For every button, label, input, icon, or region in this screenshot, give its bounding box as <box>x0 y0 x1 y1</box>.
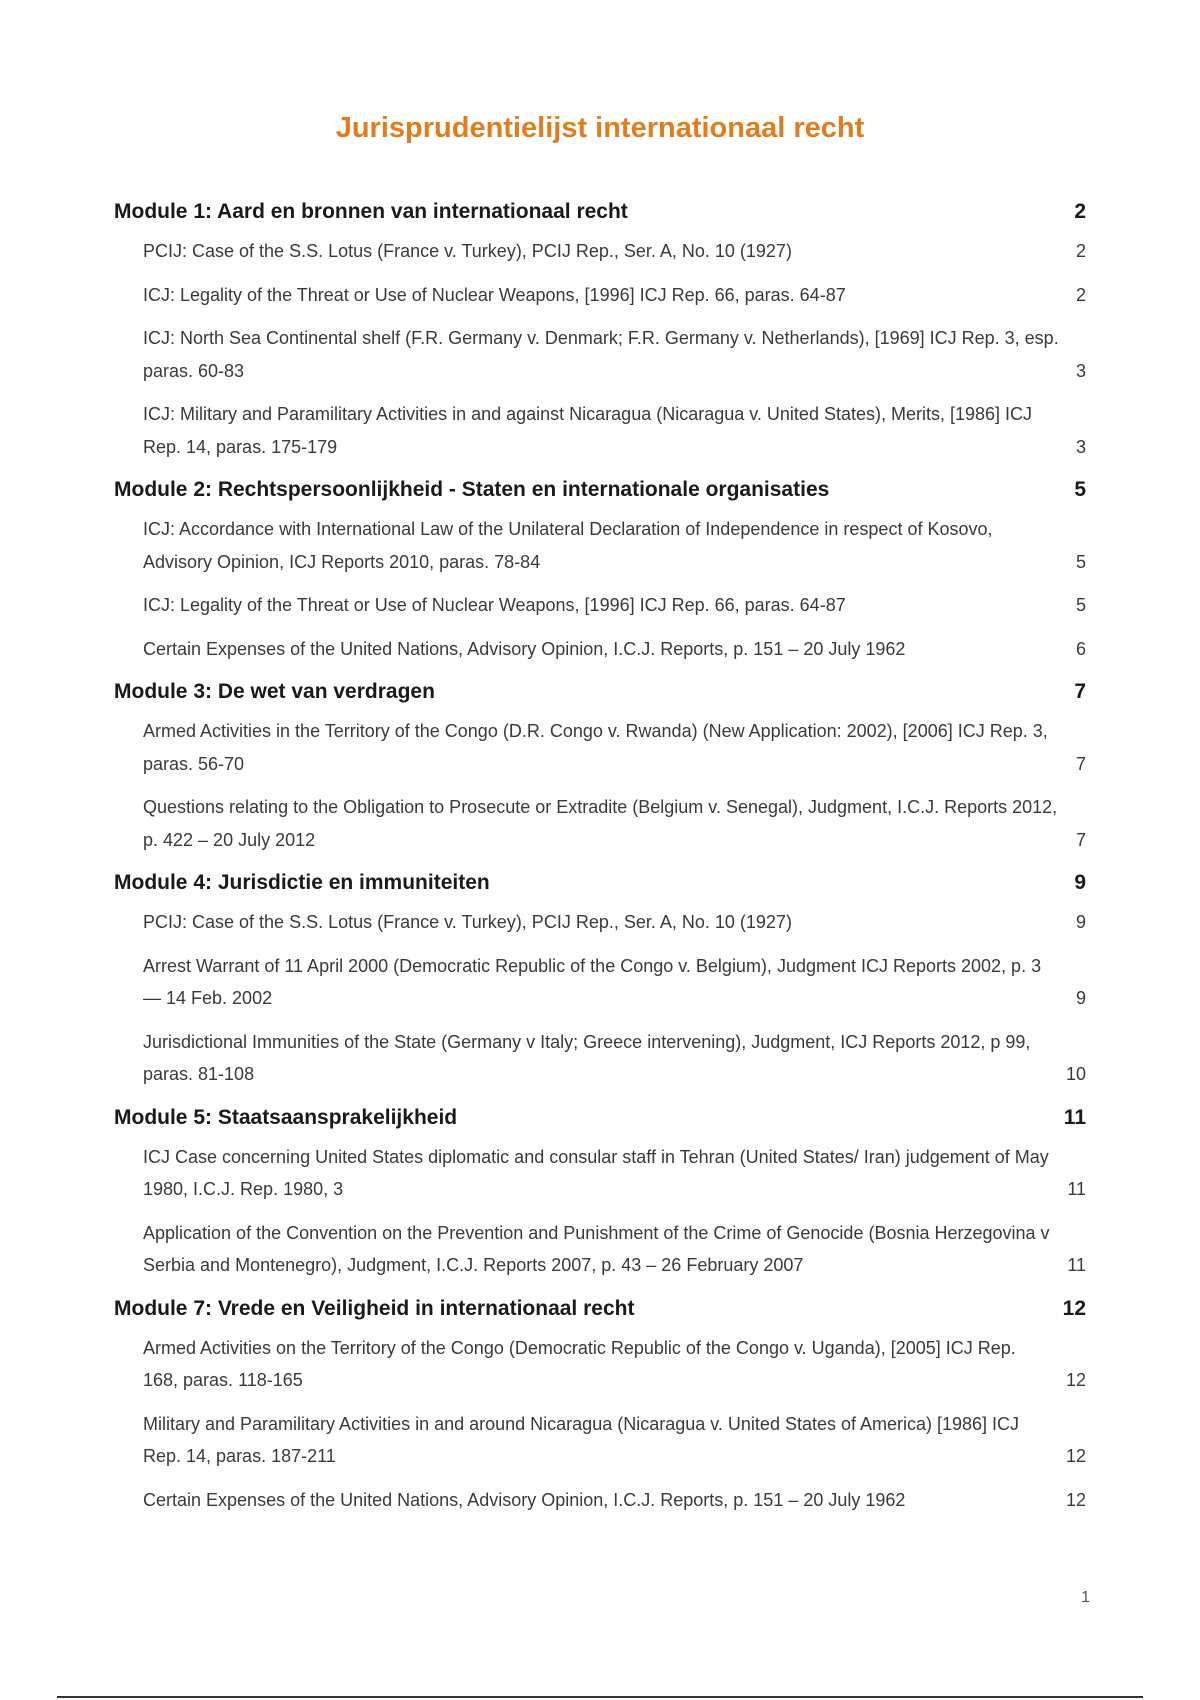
table-of-contents <box>114 196 1086 1527</box>
entry-page-number: 6 <box>1075 638 1086 659</box>
entry-text: ICJ: Legality of the Threat or Use of Nuclear Weapons, [1996] ICJ Rep. 66, paras. 64-87 <box>143 595 846 615</box>
module-page-number: 11 <box>1063 1105 1086 1129</box>
toc-entry[interactable] <box>143 322 1086 387</box>
entry-text: Arrest Warrant of 11 April 2000 (Democratic Republic of the Congo v. Belgium), Judgment ICJ Reports 2002, p. 3 — 14 Feb. 2002 <box>143 955 1042 1008</box>
toc-entry[interactable] <box>143 791 1086 856</box>
entry-page-number: 9 <box>1075 912 1086 932</box>
toc-entry[interactable] <box>143 1408 1086 1473</box>
entry-text: PCIJ: Case of the S.S. Lotus (France v. Turkey), PCIJ Rep., Ser. A, No. 10 (1927) <box>143 912 792 932</box>
entry-page-number: 7 <box>1075 829 1086 850</box>
module-page-number: 5 <box>1074 478 1086 501</box>
toc-entry[interactable] <box>143 279 1086 312</box>
entry-page-number: 12 <box>1065 1370 1086 1390</box>
entry-text: ICJ: Legality of the Threat or Use of Nuclear Weapons, [1996] ICJ Rep. 66, paras. 64-87 <box>143 284 846 305</box>
module-page-number: 12 <box>1062 1296 1086 1320</box>
entry-text: Jurisdictional Immunities of the State (Germany v Italy; Greece intervening), Judgment, ICJ Reports 2012, p 99, paras. 81-108 <box>143 1031 1031 1084</box>
toc-module-heading[interactable] <box>114 196 1086 228</box>
toc-module <box>114 676 1086 856</box>
toc-entry[interactable] <box>143 1217 1086 1282</box>
toc-entry[interactable] <box>143 715 1086 780</box>
toc-module-heading[interactable] <box>114 867 1086 899</box>
toc-module <box>114 867 1086 1091</box>
entry-text: Certain Expenses of the United Nations, Advisory Opinion, I.C.J. Reports, p. 151 – 20 July 1962 <box>143 638 906 659</box>
toc-module <box>114 474 1086 665</box>
page-number: 1 <box>1081 1589 1090 1606</box>
entry-text: PCIJ: Case of the S.S. Lotus (France v. Turkey), PCIJ Rep., Ser. A, No. 10 (1927) <box>143 241 792 261</box>
entry-text: Military and Paramilitary Activities in and around Nicaragua (Nicaragua v. United States of America) [1986] ICJ Rep. 14, paras. 187-211 <box>143 1413 1020 1466</box>
module-heading-text: Module 1: Aard en bronnen van internationaal recht <box>114 200 628 223</box>
toc-module-heading[interactable] <box>114 676 1086 708</box>
module-heading-text: Module 4: Jurisdictie en immuniteiten <box>114 871 490 894</box>
entry-page-number: 5 <box>1075 595 1086 615</box>
toc-entry[interactable] <box>143 906 1086 939</box>
toc-module-heading[interactable] <box>114 1102 1086 1134</box>
module-heading-text: Module 3: De wet van verdragen <box>114 680 435 703</box>
entry-page-number: 12 <box>1065 1489 1086 1510</box>
toc-module <box>114 196 1086 463</box>
entry-page-number: 10 <box>1065 1064 1086 1084</box>
entry-page-number: 11 <box>1067 1255 1086 1275</box>
toc-module-heading[interactable] <box>114 1293 1086 1325</box>
entry-text: ICJ: Military and Paramilitary Activities in and against Nicaragua (Nicaragua v. United States), Merits, [1986] ICJ Rep. 14, paras. 175-179 <box>143 404 1033 457</box>
toc-entry[interactable] <box>143 633 1086 666</box>
entry-page-number: 5 <box>1075 551 1086 572</box>
module-page-number: 9 <box>1074 871 1086 894</box>
entry-page-number: 11 <box>1067 1179 1086 1199</box>
toc-entry[interactable] <box>143 950 1086 1015</box>
entry-text: Armed Activities in the Territory of the Congo (D.R. Congo v. Rwanda) (New Application: 2002), [2006] ICJ Rep. 3, paras. 56-70 <box>143 721 1048 774</box>
entry-page-number: 2 <box>1075 284 1086 305</box>
module-heading-text: Module 2: Rechtspersoonlijkheid - Staten en internationale organisaties <box>114 478 830 501</box>
module-heading-text: Module 7: Vrede en Veiligheid in internationaal recht <box>114 1296 635 1320</box>
entry-text: Application of the Convention on the Prevention and Punishment of the Crime of Genocide (Bosnia Herzegovina v Serbia and Montenegro), Judgment, I.C.J. Reports 2007, p. 43 – 26 February 2007 <box>143 1222 1050 1275</box>
toc-module-heading[interactable] <box>114 474 1086 506</box>
entry-page-number: 3 <box>1075 436 1086 457</box>
toc-entry[interactable] <box>143 1332 1086 1397</box>
entry-page-number: 12 <box>1065 1446 1086 1466</box>
module-page-number: 2 <box>1074 200 1086 223</box>
toc-entry[interactable] <box>143 398 1086 463</box>
entry-page-number: 7 <box>1075 753 1086 774</box>
toc-entry[interactable] <box>143 589 1086 622</box>
toc-entry[interactable] <box>143 1484 1086 1517</box>
toc-entry[interactable] <box>143 1026 1086 1091</box>
module-heading-text: Module 5: Staatsaansprakelijkheid <box>114 1105 458 1129</box>
entry-text: ICJ Case concerning United States diplomatic and consular staff in Tehran (United States/ Iran) judgement of May 1980, I.C.J. Rep. 1980, 3 <box>143 1146 1049 1199</box>
toc-entry[interactable] <box>143 235 1086 268</box>
toc-entry[interactable] <box>143 1141 1086 1206</box>
page-title: Jurisprudentielijst internationaal recht <box>335 112 865 144</box>
entry-text: ICJ: Accordance with International Law of the Unilateral Declaration of Independence in respect of Kosovo, Advisory Opinion, ICJ Reports 2010, paras. 78-84 <box>143 519 993 572</box>
entry-text: ICJ: North Sea Continental shelf (F.R. Germany v. Denmark; F.R. Germany v. Netherlands), [1969] ICJ Rep. 3, esp. paras. 60-83 <box>143 328 1059 381</box>
entry-page-number: 3 <box>1075 360 1086 381</box>
toc-module <box>114 1102 1086 1282</box>
module-page-number: 7 <box>1074 680 1086 703</box>
entry-page-number: 9 <box>1075 988 1086 1008</box>
entry-page-number: 2 <box>1075 241 1086 261</box>
entry-text: Armed Activities on the Territory of the Congo (Democratic Republic of the Congo v. Uganda), [2005] ICJ Rep. 168, paras. 118-165 <box>143 1337 1016 1390</box>
footer-divider <box>57 1696 1143 1698</box>
entry-text: Questions relating to the Obligation to Prosecute or Extradite (Belgium v. Senegal), Judgment, I.C.J. Reports 2012, p. 422 – 20 July 2012 <box>143 797 1058 850</box>
toc-module <box>114 1293 1086 1517</box>
toc-entry[interactable] <box>143 513 1086 578</box>
entry-text: Certain Expenses of the United Nations, Advisory Opinion, I.C.J. Reports, p. 151 – 20 July 1962 <box>143 1489 906 1510</box>
